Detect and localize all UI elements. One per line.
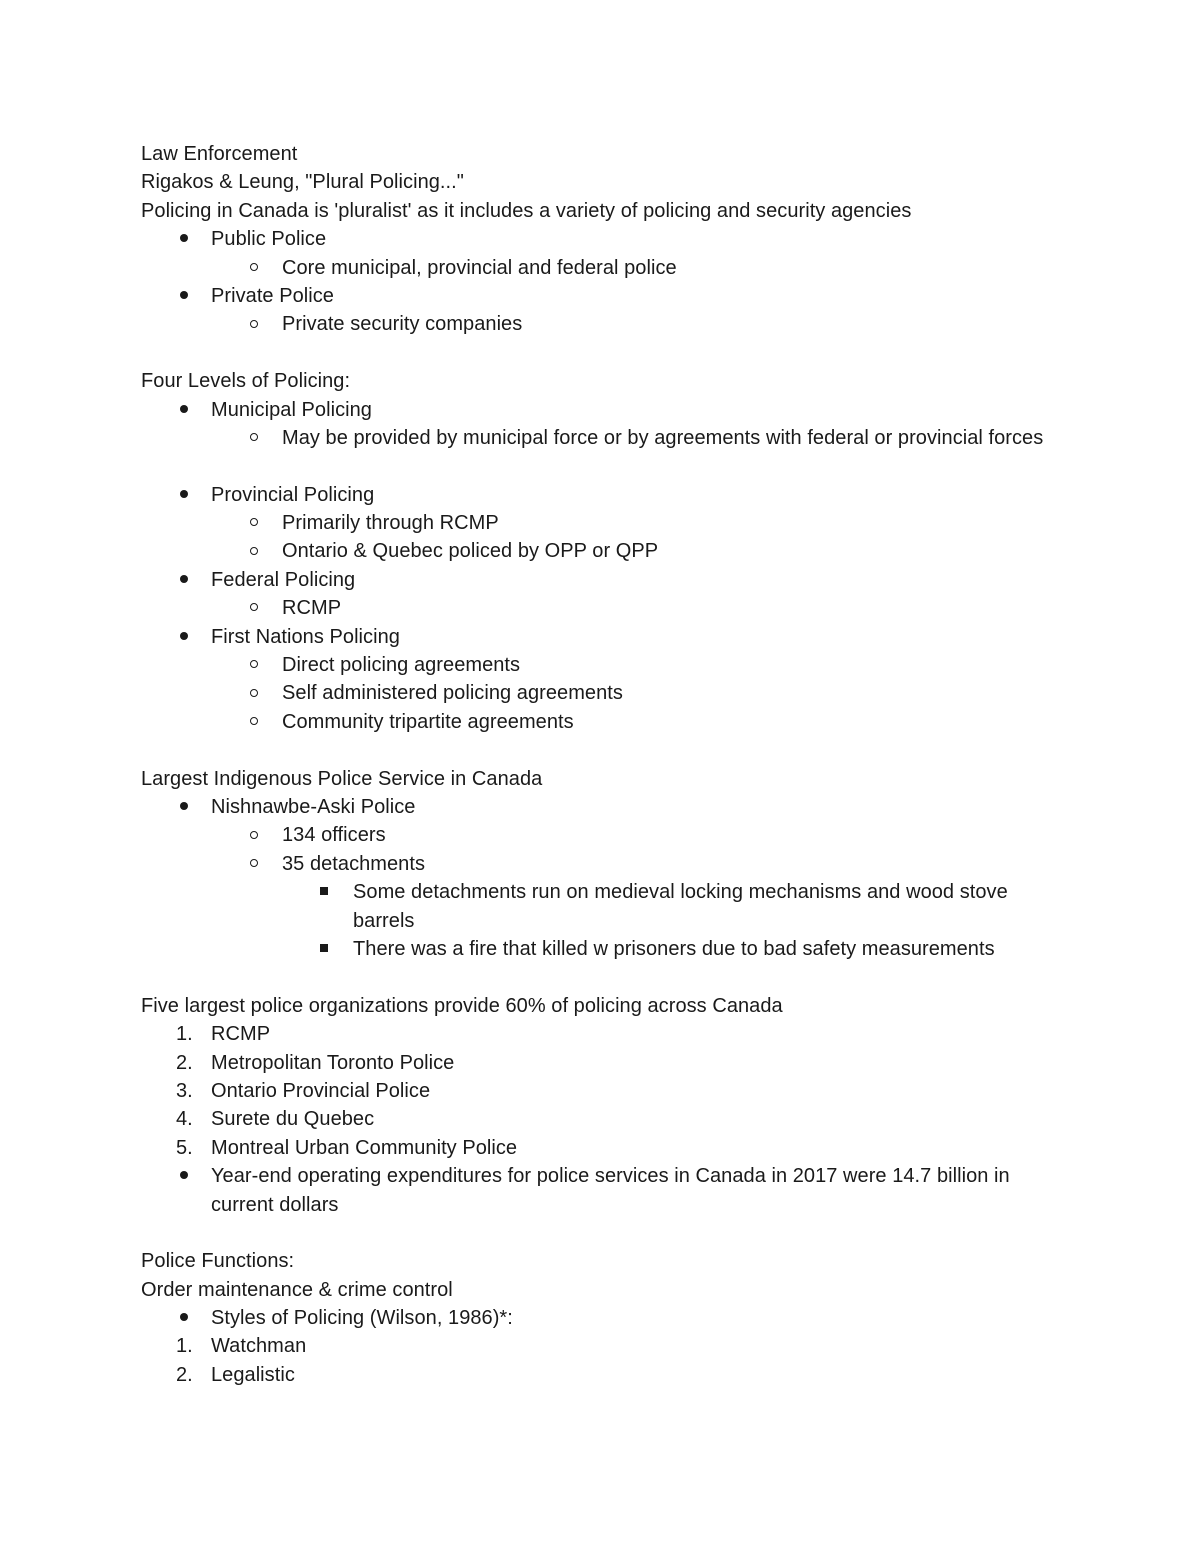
list-item: Public Police <box>0 225 1200 253</box>
section-heading: Police Functions: <box>141 1250 295 1273</box>
bullet-icon <box>180 481 188 509</box>
section-heading: Largest Indigenous Police Service in Canada <box>141 767 543 790</box>
spacer <box>0 963 1200 991</box>
bullet-icon <box>180 793 188 821</box>
section-heading: Four Levels of Policing: <box>141 370 351 393</box>
doc-title: Law Enforcement <box>141 143 298 165</box>
spacer <box>0 1219 1200 1247</box>
list-item: There was a fire that killed w prisoners due to bad safety measurements <box>0 935 1200 963</box>
list-item: 35 detachments <box>0 850 1200 878</box>
numbered-item: 1. RCMP <box>176 1023 271 1046</box>
doc-intro: Policing in Canada is 'pluralist' as it includes a variety of policing and security agencies <box>141 199 912 222</box>
square-bullet-icon <box>320 878 328 906</box>
list-item: Styles of Policing (Wilson, 1986)*: <box>0 1304 1200 1332</box>
list-item: Self administered policing agreements <box>0 679 1200 707</box>
bullet-icon <box>180 1304 188 1332</box>
bullet-icon <box>180 396 188 424</box>
circle-bullet-icon <box>250 424 258 452</box>
list-item: Primarily through RCMP <box>0 509 1200 537</box>
list-item: Direct policing agreements <box>0 651 1200 679</box>
list-item: Ontario & Quebec policed by OPP or QPP <box>0 537 1200 565</box>
bullet-icon <box>180 225 188 253</box>
list-item: Municipal Policing <box>0 396 1200 424</box>
list-item: Private Police <box>0 282 1200 310</box>
list-item: Some detachments run on medieval locking mechanisms and wood stove barrels <box>0 878 1200 935</box>
doc-source: Rigakos & Leung, "Plural Policing..." <box>141 171 464 194</box>
circle-bullet-icon <box>250 651 258 679</box>
circle-bullet-icon <box>250 708 258 736</box>
list-item: Nishnawbe-Aski Police <box>0 793 1200 821</box>
section-heading: Five largest police organizations provide 60% of policing across Canada <box>141 994 783 1017</box>
bullet-icon <box>180 623 188 651</box>
bullet-icon <box>180 1162 188 1190</box>
circle-bullet-icon <box>250 679 258 707</box>
list-item: Federal Policing <box>0 566 1200 594</box>
list-item: Provincial Policing <box>0 481 1200 509</box>
circle-bullet-icon <box>250 821 258 849</box>
circle-bullet-icon <box>250 850 258 878</box>
numbered-item: 4. Surete du Quebec <box>176 1108 375 1131</box>
list-item: Year-end operating expenditures for police services in Canada in 2017 were 14.7 billion in current dollars <box>0 1162 1200 1219</box>
list-item: May be provided by municipal force or by agreements with federal or provincial forces <box>0 424 1200 481</box>
list-item: First Nations Policing <box>0 623 1200 651</box>
list-item: Private security companies <box>0 310 1200 338</box>
list-item: Community tripartite agreements <box>0 708 1200 736</box>
spacer <box>0 736 1200 764</box>
list-item: 134 officers <box>0 821 1200 849</box>
bullet-icon <box>180 282 188 310</box>
numbered-item: 3. Ontario Provincial Police <box>176 1079 431 1102</box>
bullet-icon <box>180 566 188 594</box>
section-subheading: Order maintenance & crime control <box>141 1278 453 1301</box>
circle-bullet-icon <box>250 254 258 282</box>
square-bullet-icon <box>320 935 328 963</box>
numbered-item: 2. Legalistic <box>176 1363 295 1386</box>
numbered-item: 2. Metropolitan Toronto Police <box>176 1051 455 1074</box>
circle-bullet-icon <box>250 310 258 338</box>
numbered-item: 1. Watchman <box>176 1335 307 1358</box>
circle-bullet-icon <box>250 509 258 537</box>
list-item: Core municipal, provincial and federal police <box>0 254 1200 282</box>
numbered-item: 5. Montreal Urban Community Police <box>176 1136 518 1159</box>
list-item: RCMP <box>0 594 1200 622</box>
circle-bullet-icon <box>250 594 258 622</box>
spacer <box>0 339 1200 367</box>
circle-bullet-icon <box>250 537 258 565</box>
document-page <box>0 140 1200 1389</box>
